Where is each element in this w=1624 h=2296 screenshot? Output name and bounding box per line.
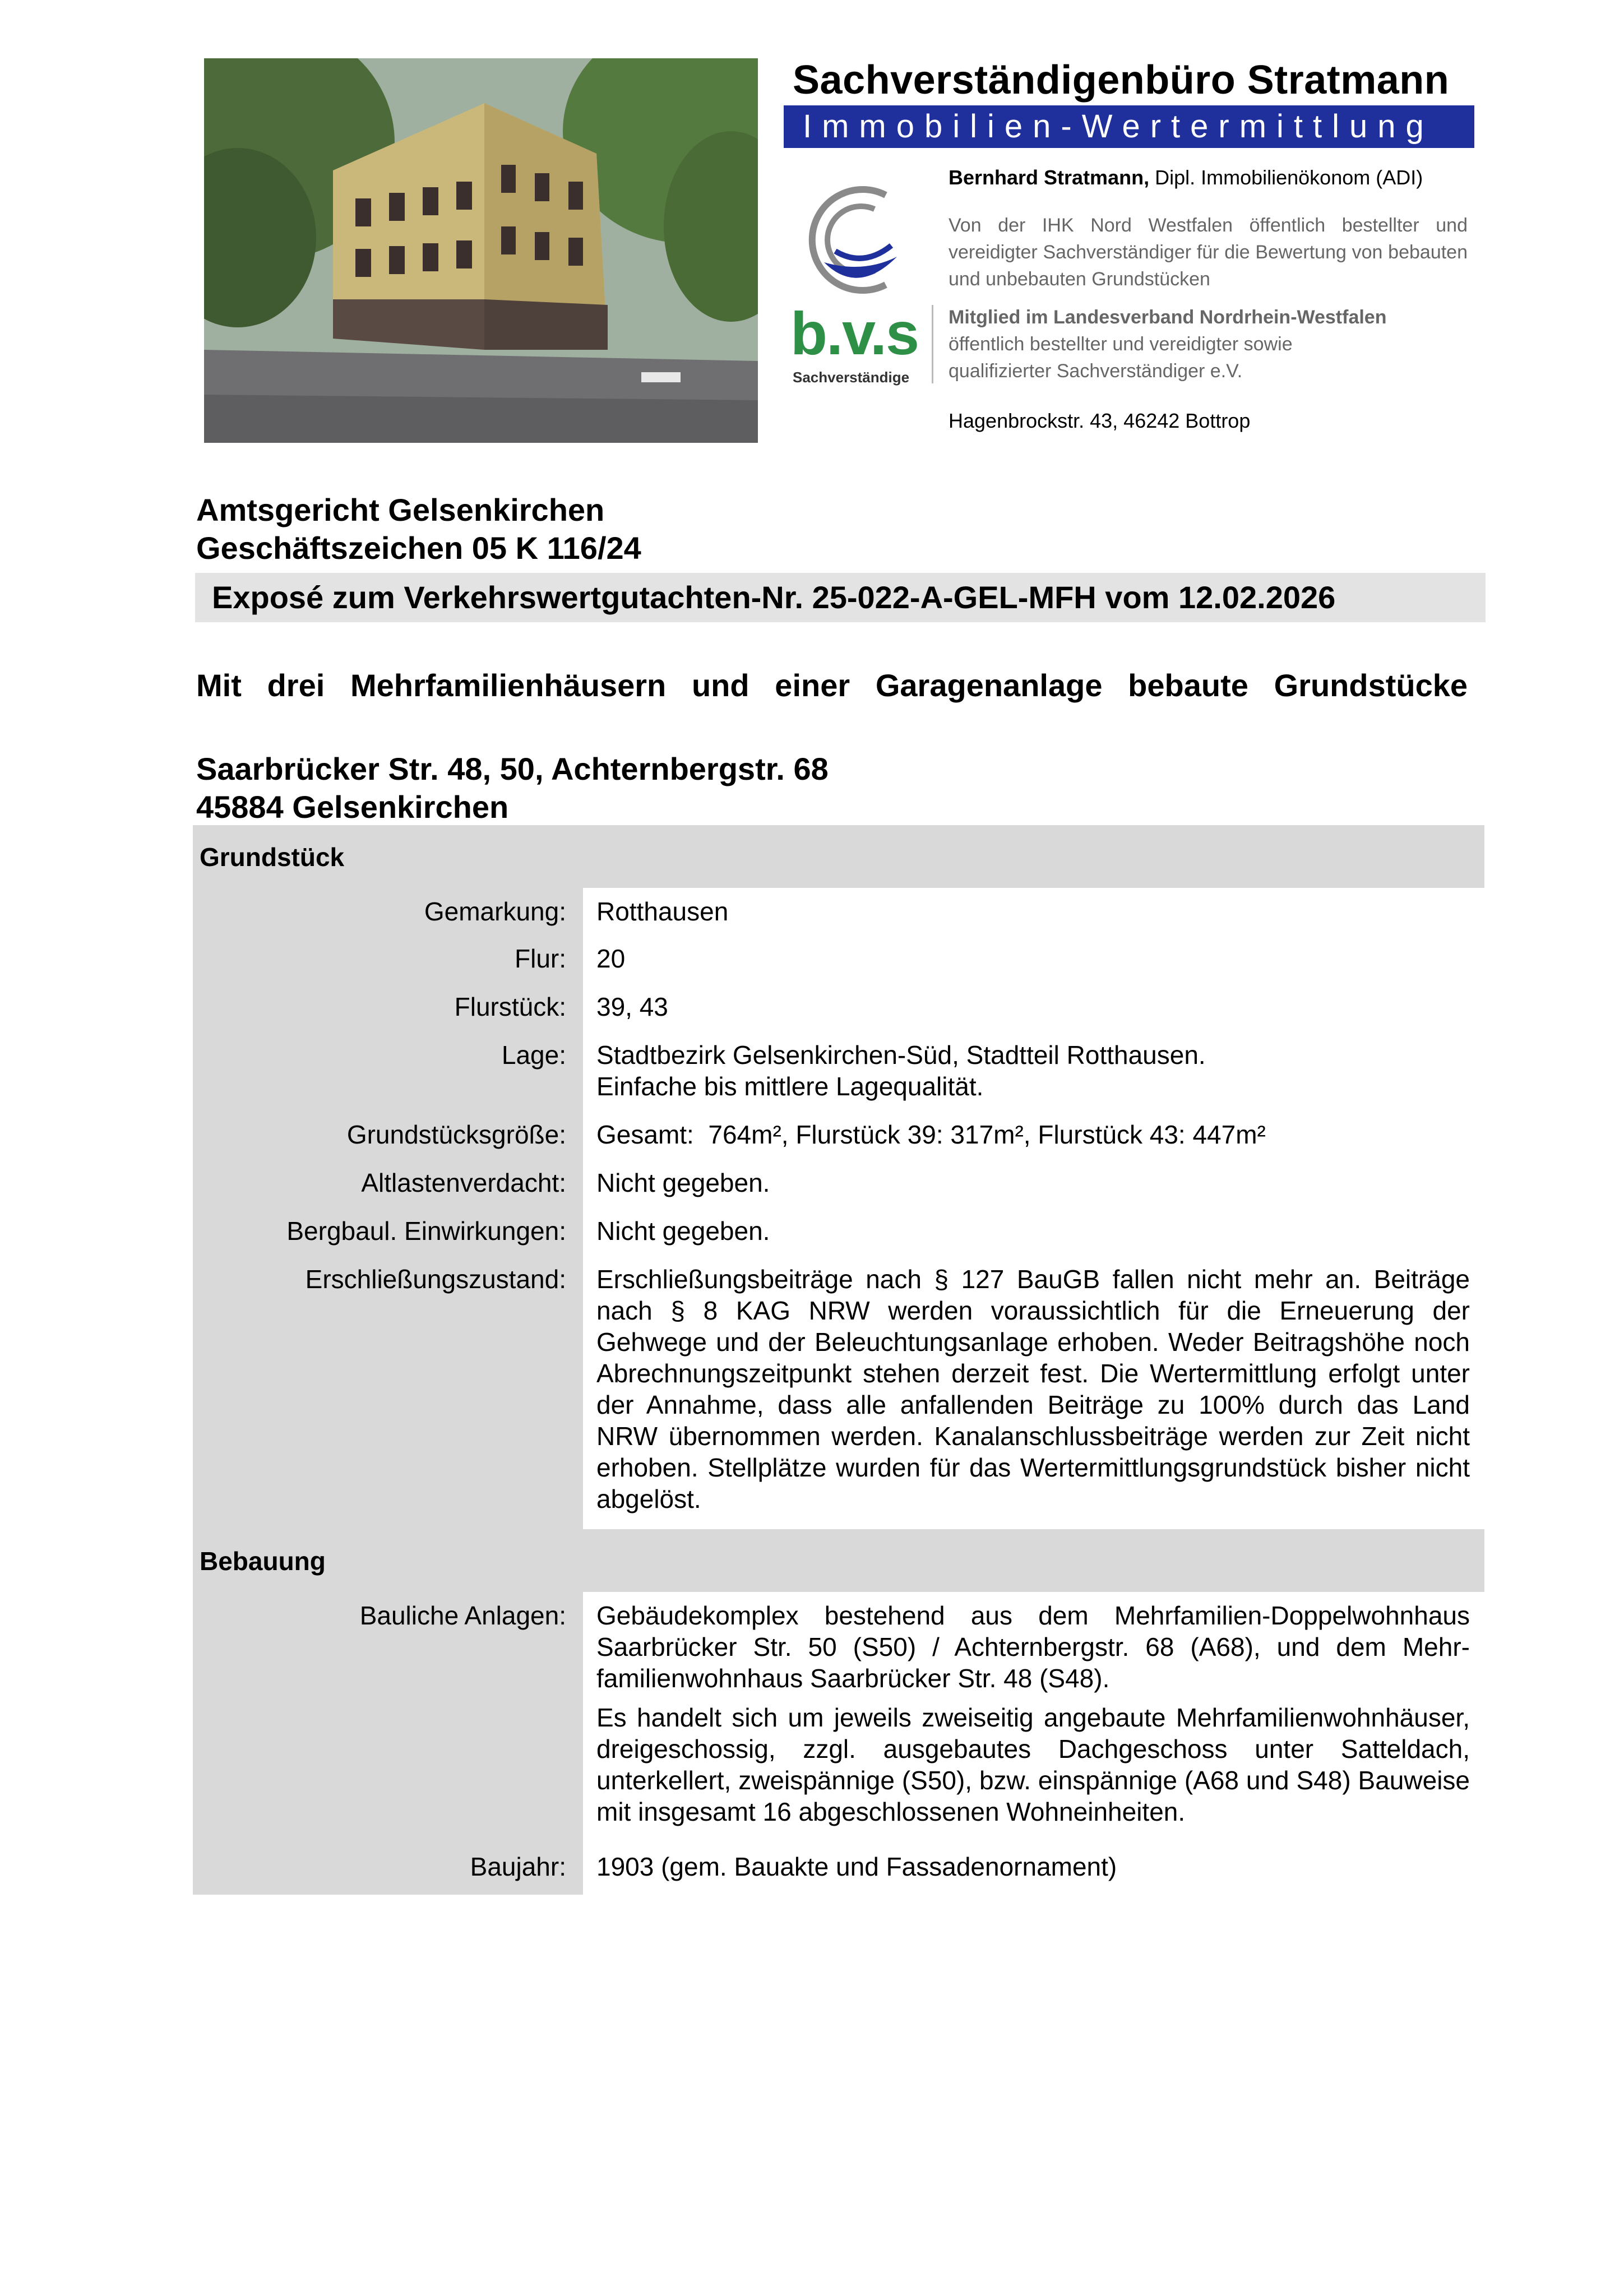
table-row	[193, 1031, 1484, 1111]
case-number: Geschäftszeichen 05 K 116/24	[196, 530, 641, 566]
row-label: Erschließungszustand:	[193, 1256, 583, 1529]
row-label: Flurstück:	[193, 983, 583, 1031]
table-row	[193, 935, 1484, 983]
firm-name: Sachverständigenbüro Stratmann	[793, 58, 1450, 103]
row-value-line: Stadtbezirk Gelsenkirchen-Süd, Stadtteil Rotthausen.	[596, 1040, 1206, 1070]
row-value	[583, 1592, 1484, 1843]
bvs-logo-text: b.v.s	[790, 299, 919, 367]
row-value: Rotthausen	[583, 888, 1484, 935]
expert-name-line	[949, 166, 1423, 189]
subject-title: Mit drei Mehrfamilienhäusern und einer Garagenanlage bebaute Grundstücke	[196, 668, 1468, 703]
row-label: Gemarkung:	[193, 888, 583, 935]
row-value: 20	[583, 935, 1484, 983]
row-value: Gesamt: 764m², Flurstück 39: 317m², Flurstück 43: 447m²	[583, 1111, 1484, 1159]
expert-title: Dipl. Immobilienökonom (ADI)	[1149, 166, 1423, 189]
expose-title: Exposé zum Verkehrswertgutachten-Nr. 25-022-A-GEL-MFH vom 12.02.2026	[195, 573, 1486, 622]
firm-address: Hagenbrockstr. 43, 46242 Bottrop	[949, 409, 1251, 432]
property-street: Saarbrücker Str. 48, 50, Achternbergstr. 68	[196, 751, 829, 786]
row-value-paragraph: Es handelt sich um jeweils zweiseitig angebaute Mehrfamilienwohnhäuser, dreigeschossig, zzgl. ausgebautes Dachgeschoss unter Satteldach, unterkellert, zweispännige (S50), bzw. einspännige (A68 und S48) Bauweise mit insgesamt 16 abgeschlossenen Wohneinheiten.	[596, 1703, 1470, 1826]
row-label: Bauliche Anlagen:	[193, 1592, 583, 1843]
table-row	[193, 1111, 1484, 1159]
ihk-certification-text: Von der IHK Nord Westfalen öffentlich bestellter und vereidigter Sachverständiger für die Bewertung von bebauten und unbebauten Grundstücken	[949, 215, 1468, 290]
row-value	[583, 1031, 1484, 1111]
property-city: 45884 Gelsenkirchen	[196, 789, 509, 825]
bvs-membership-text	[949, 304, 1470, 385]
row-value: Nicht gegeben.	[583, 1207, 1484, 1256]
section-heading-bebauung: Bebauung	[193, 1529, 1484, 1592]
expert-name: Bernhard Stratmann,	[949, 166, 1150, 189]
court-block	[196, 491, 641, 567]
bvs-line-3: qualifizierter Sachverständiger e.V.	[949, 360, 1243, 382]
table-row	[193, 1207, 1484, 1256]
firm-subtitle-banner: Immobilien-Wertermittlung	[784, 105, 1474, 148]
row-label: Bergbaul. Einwirkungen:	[193, 1207, 583, 1256]
table-row	[193, 1256, 1484, 1529]
building-photo	[204, 58, 758, 443]
property-details-table	[193, 825, 1484, 1895]
bvs-logo-tagline: Sachverständige	[793, 369, 910, 386]
row-value-paragraph: Gebäudekomplex bestehend aus dem Mehrfamilien-Doppelwohnhaus Saarbrücker Str. 50 (S50) / Achternbergstr. 68 (A68), und dem Mehrfamilienwohnhaus Saarbrücker Str. 48 (S48).	[596, 1601, 1470, 1693]
row-label: Altlastenverdacht:	[193, 1159, 583, 1207]
table-row	[193, 888, 1484, 935]
row-label: Grundstücksgröße:	[193, 1111, 583, 1159]
section-heading-grundstueck: Grundstück	[193, 825, 1484, 888]
row-value-line: Einfache bis mittlere Lagequalität.	[596, 1072, 984, 1101]
table-row	[193, 1159, 1484, 1207]
table-row	[193, 1592, 1484, 1843]
logo-divider	[932, 305, 933, 383]
row-value: Erschließungsbeiträge nach § 127 BauGB fallen nicht mehr an. Beiträge nach § 8 KAG NRW werden voraussichtlich für die Erneuerung der Gehwege und der Beleuchtungsanlage erhoben. Weder Beitragshöhe noch Abrechnungszeitpunkt stehen derzeit fest. Die Wertermittlung erfolgt unter der Annahme, dass alle anfallenden Beiträge zu 100% durch das Land NRW übernommen werden. Kanalanschlussbeiträge werden zur Zeit nicht erhoben. Stellplätze wurden für das Wertermittlungsgrundstück bisher nicht abgelöst.	[583, 1256, 1484, 1529]
table-row	[193, 1843, 1484, 1895]
court-name: Amtsgericht Gelsenkirchen	[196, 492, 605, 527]
row-value: Nicht gegeben.	[583, 1159, 1484, 1207]
bvs-line-1: Mitglied im Landesverband Nordrhein-Westfalen	[949, 307, 1387, 328]
row-label: Baujahr:	[193, 1843, 583, 1895]
property-address	[196, 750, 829, 826]
row-value: 39, 43	[583, 983, 1484, 1031]
ihk-seal-icon	[802, 184, 914, 296]
bvs-logo	[790, 299, 919, 392]
row-label: Lage:	[193, 1031, 583, 1111]
row-label: Flur:	[193, 935, 583, 983]
table-row	[193, 983, 1484, 1031]
bvs-line-2: öffentlich bestellter und vereidigter sowie	[949, 334, 1293, 355]
row-value: 1903 (gem. Bauakte und Fassadenornament)	[583, 1843, 1484, 1895]
